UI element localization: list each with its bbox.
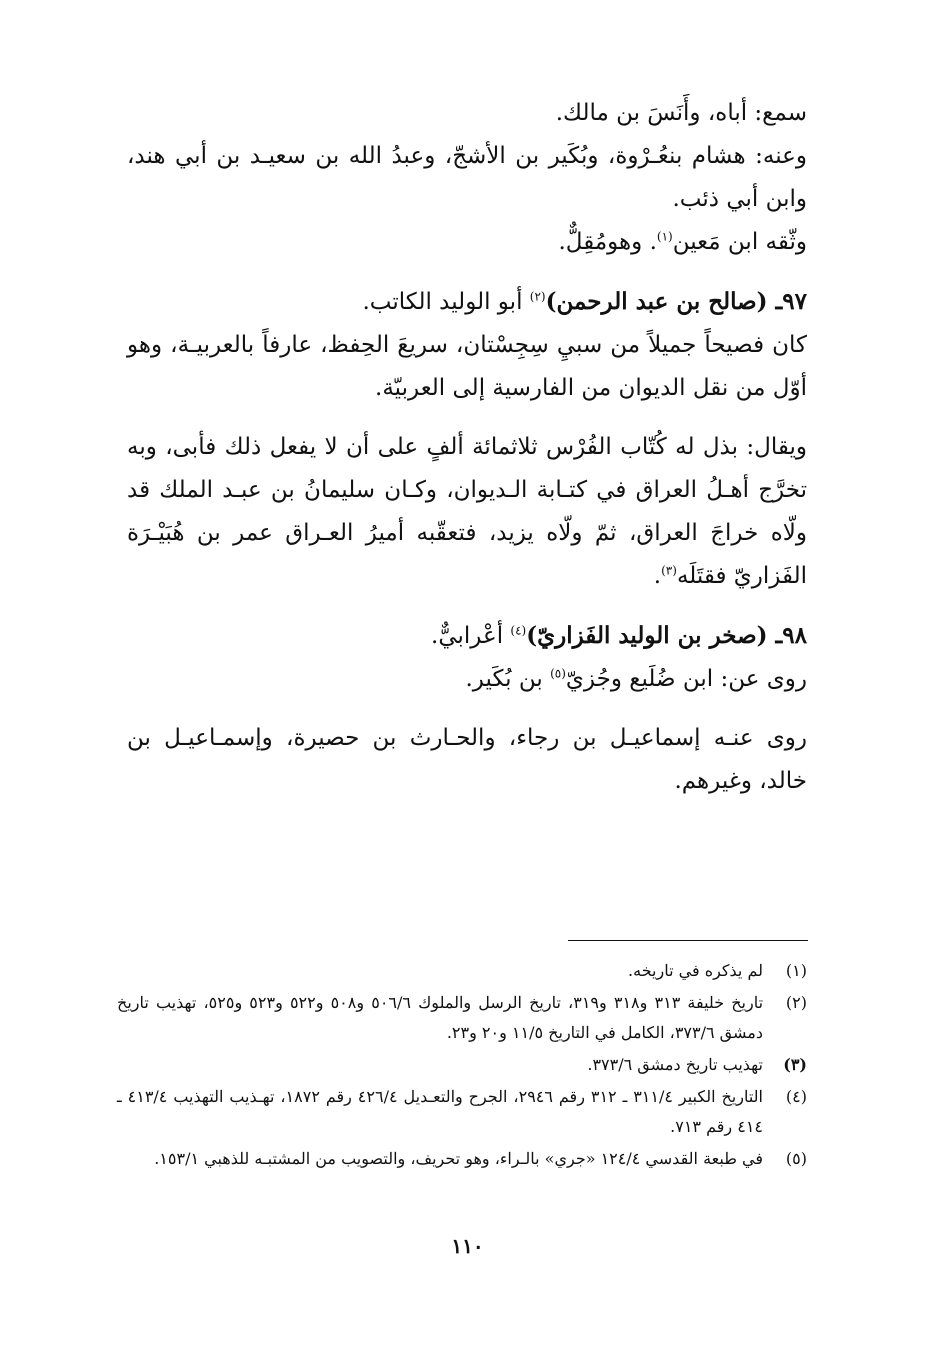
text-authentication: وثّقه ابن مَعين bbox=[672, 229, 807, 255]
footnote-number: (٣) bbox=[783, 1055, 807, 1074]
text-it-is-said: ويقال: بذل له كُتّاب الفُرْس ثلاثمائة ألفٍ على أن لا يفعل ذلك فأبى، وبه تخرَّج أهـلُ العراق في كتـابة الـديوان، وكـان سليمانُ بن عبـد الملك قد ولّاه خراجَ العراق، ثمّ ولّاه يزيد، فتعقّبه أميرُ العـراق عمر بن هُبَيْـرَة الفَزاريّ فقتَلَه bbox=[127, 434, 807, 589]
footnote-text: في طبعة القدسي ١٢٤/٤ «جري» بالـراء، وهو تحريف، والتصويب من المشتبـه للذهبي ١٥٣/١. bbox=[154, 1149, 763, 1168]
footnote-ref-1[interactable]: (١) bbox=[656, 229, 673, 244]
entry-97-epithet: أبو الوليد الكاتب. bbox=[362, 289, 530, 315]
paragraph-it-is-said bbox=[127, 426, 807, 598]
entry-98-title: ٩٨ـ (صخر بن الوليد الفَزاريّ) bbox=[526, 622, 807, 649]
paragraph-narrated-by bbox=[127, 717, 807, 803]
footnote-4 bbox=[117, 1082, 807, 1142]
footnote-text: التاريخ الكبير ٣١١/٤ ـ ٣١٢ رقم ٢٩٤٦، الجرح والتعـديل ٤٢٦/٤ رقم ١٨٧٢، تهـذيب التهذيب ٤١٣/٤ ـ ٤١٤ رقم ٧١٣. bbox=[117, 1087, 764, 1136]
text-it-is-said-tail: . bbox=[653, 563, 662, 589]
paragraph-authentication bbox=[127, 221, 807, 264]
main-text bbox=[127, 92, 807, 803]
text-narrated-from-tail: بن بُكَير. bbox=[465, 666, 551, 692]
paragraph-narrators-from-him bbox=[127, 135, 807, 221]
footnote-ref-3[interactable]: (٣) bbox=[661, 563, 677, 578]
footnote-number: (٤) bbox=[785, 1087, 807, 1106]
footnote-text: لم يذكره في تاريخه. bbox=[628, 961, 763, 980]
footnote-divider bbox=[568, 940, 808, 941]
entry-98-epithet: أعْرابيٌّ. bbox=[431, 623, 511, 649]
footnote-number: (١) bbox=[785, 961, 807, 980]
footnote-5 bbox=[117, 1144, 807, 1174]
entry-98-heading bbox=[127, 614, 807, 658]
text-narrated-by: روى عنـه إسماعيـل بن رجاء، والحـارث بن حصيرة، وإسمـاعيـل بن خالد، وغيرهم. bbox=[127, 725, 807, 794]
footnote-ref-5[interactable]: (٥) bbox=[550, 666, 566, 681]
text-authentication-tail: . وهومُقِلٌّ. bbox=[558, 229, 657, 255]
paragraph-eloquent bbox=[127, 324, 807, 410]
footnote-3 bbox=[117, 1050, 807, 1080]
entry-97-title: ٩٧ـ (صالح بن عبد الرحمن) bbox=[545, 288, 807, 315]
footnote-text: تهذيب تاريخ دمشق ٣٧٣/٦. bbox=[587, 1055, 763, 1074]
text-narrators-from-him: وعنه: هشام بنعُـرْوة، وبُكَير بن الأشجّ، وعبدُ الله بن سعيـد بن أبي هند، وابن أبي ذئب. bbox=[127, 143, 807, 212]
page-number: ١١٠ bbox=[451, 1234, 484, 1258]
text-eloquent: كان فصيحاً جميلاً من سبيِ سِجِسْتان، سريعَ الحِفظ، عارفاً بالعربيـة، وهو أوّل من نقل الديوان من الفارسية إلى العربيّة. bbox=[127, 332, 807, 401]
paragraph-narrated-from bbox=[127, 658, 807, 701]
footnote-ref-4[interactable]: (٤) bbox=[510, 623, 527, 638]
footnote-1 bbox=[117, 956, 807, 986]
footnote-ref-2[interactable]: (٢) bbox=[529, 289, 546, 304]
text-narrated-from: روى عن: ابن ضُلَيع وجُزيّ bbox=[565, 666, 807, 692]
footnote-text: تاريخ خليفة ٣١٣ و٣١٨ و٣١٩، تاريخ الرسل والملوك ٥٠٦/٦ و٥٠٨ و٥٢٢ و٥٢٣ و٥٢٥، تهذيب تاريخ دمشق ٣٧٣/٦، الكامل في التاريخ ١١/٥ و٢٠ و٢٣. bbox=[117, 993, 764, 1042]
paragraph-heard-from bbox=[127, 92, 807, 135]
text-heard-from: سمع: أباه، وأَنَسَ بن مالك. bbox=[555, 100, 807, 126]
footnote-number: (٢) bbox=[785, 993, 807, 1012]
footnotes bbox=[117, 956, 807, 1176]
footnote-number: (٥) bbox=[785, 1149, 807, 1168]
footnote-2 bbox=[117, 988, 807, 1048]
entry-97-heading bbox=[127, 280, 807, 324]
